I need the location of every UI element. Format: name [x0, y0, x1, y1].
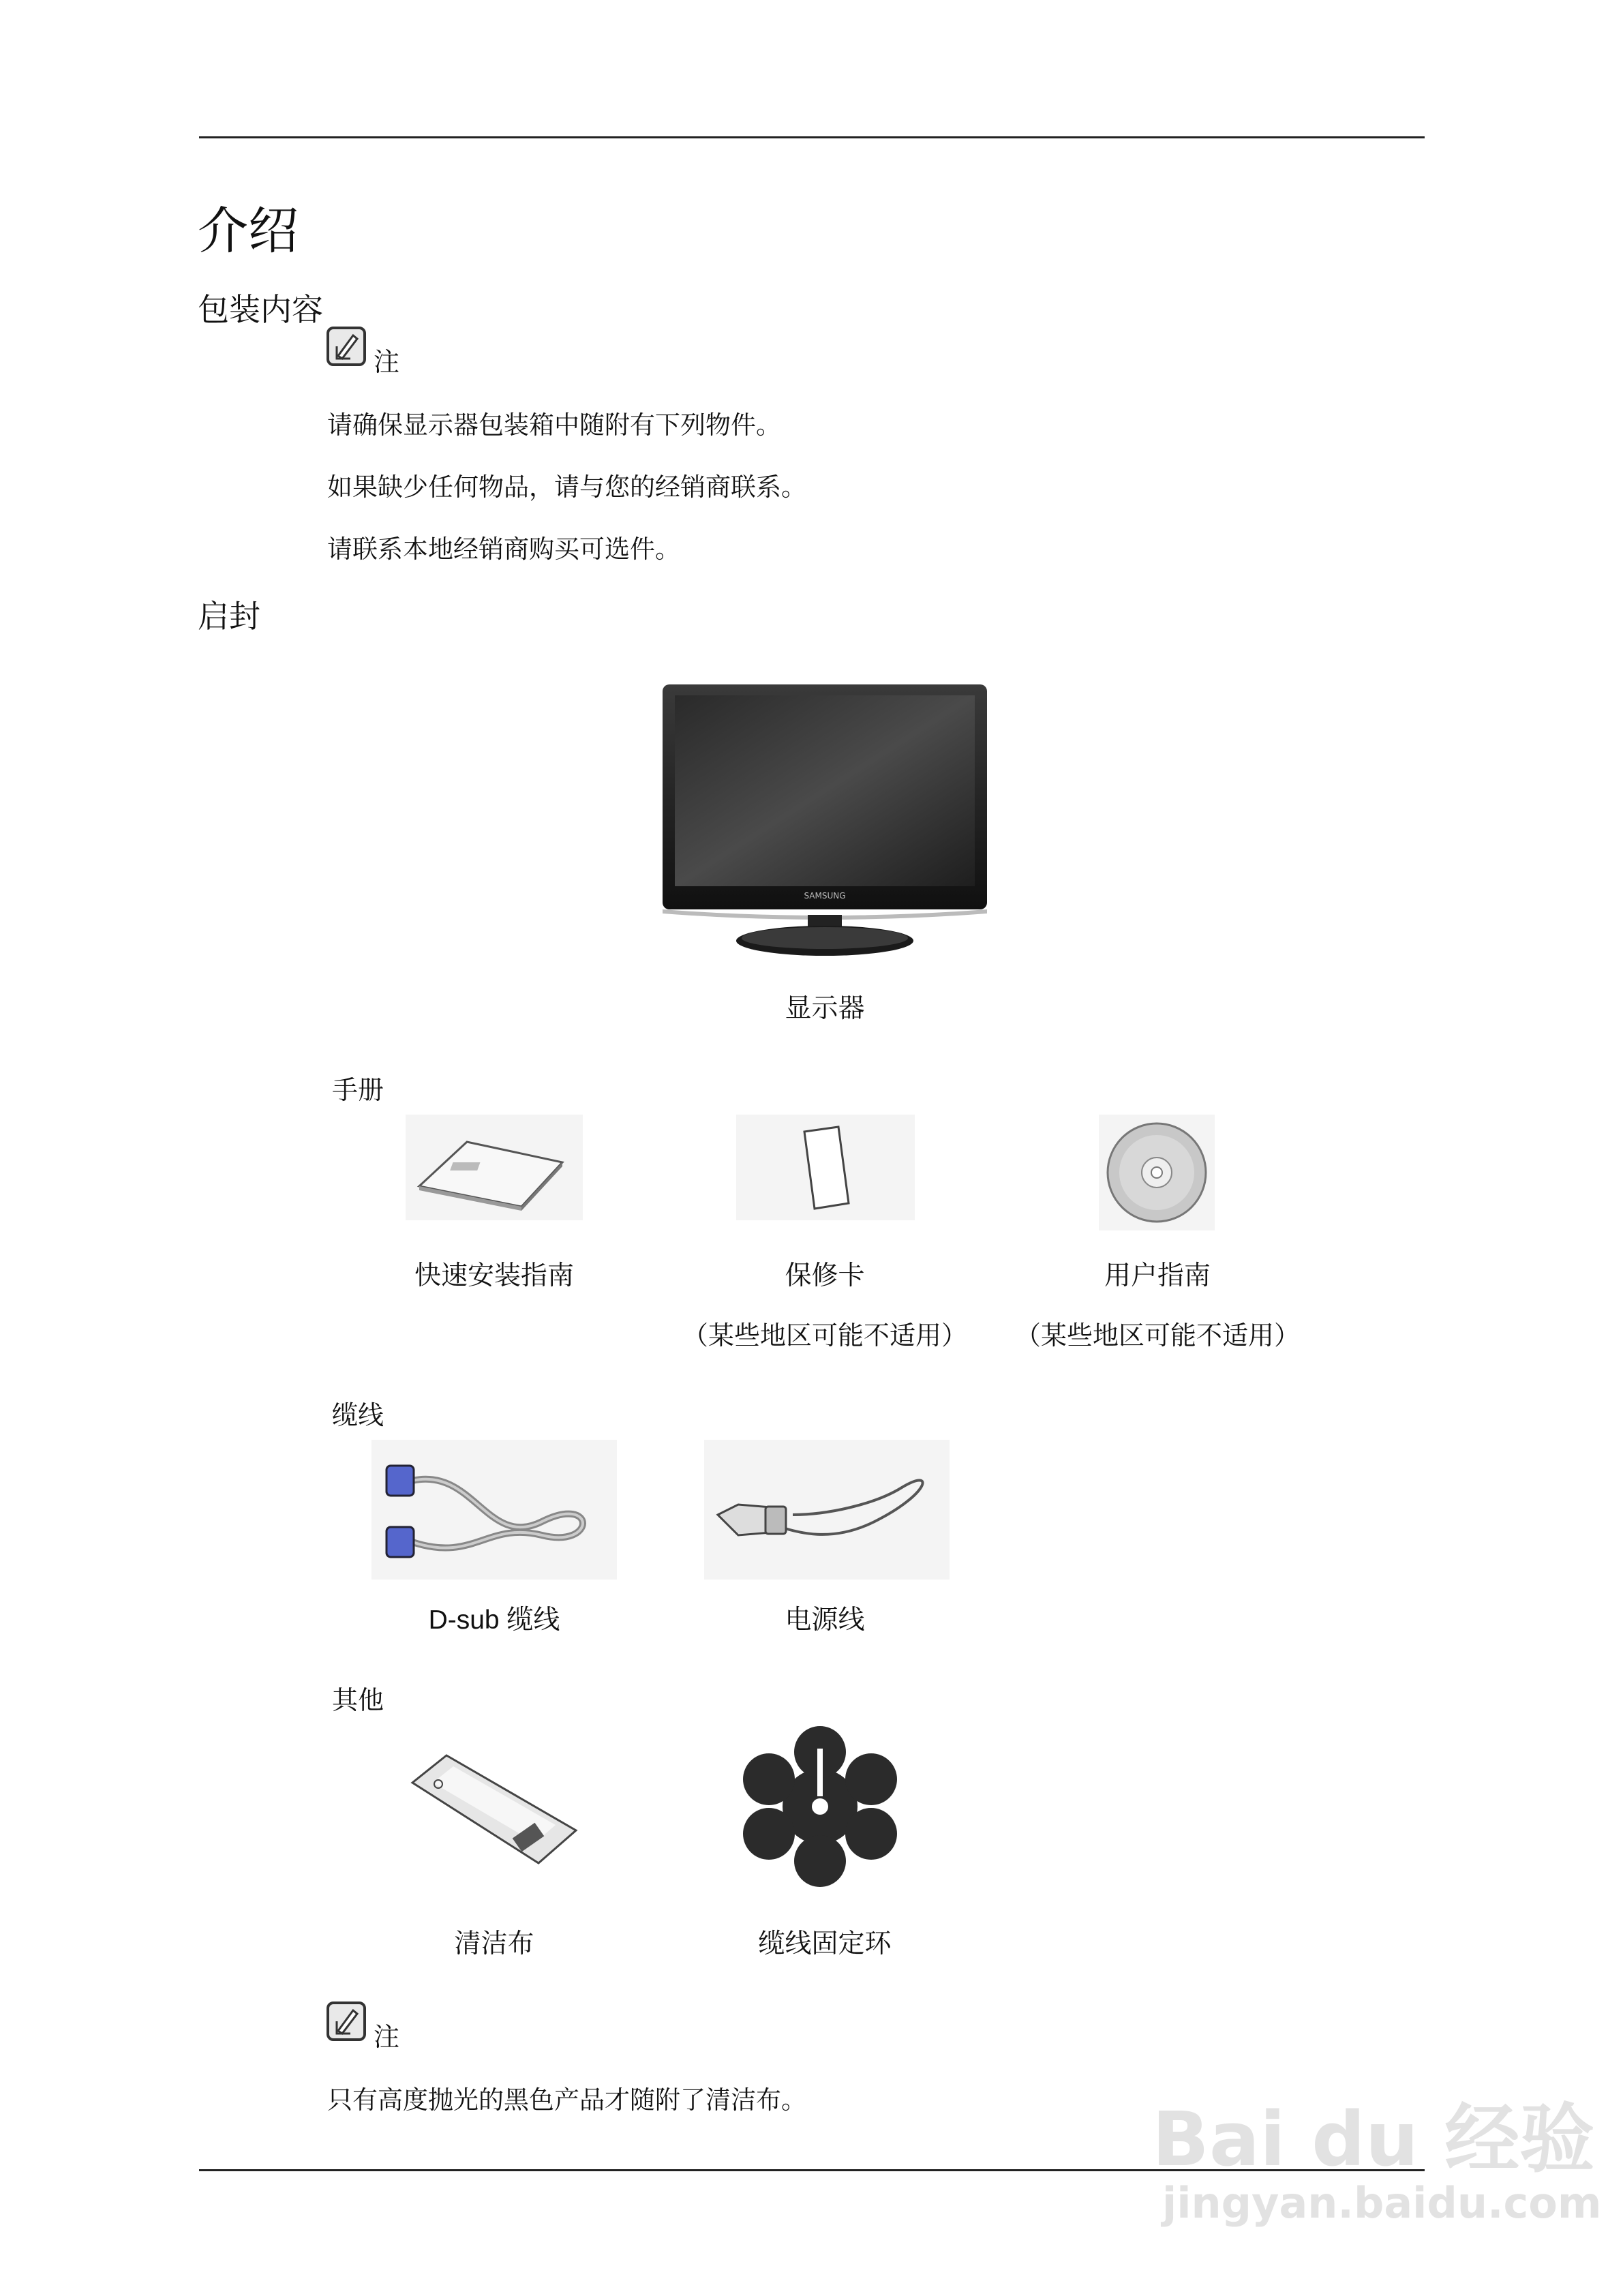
- quick-setup-guide-image: [406, 1115, 583, 1220]
- user-guide-cd-image: [1099, 1115, 1215, 1230]
- note-line-2: 如果缺少任何物品，请与您的经销商联系。: [327, 472, 806, 502]
- warranty-card-image: [736, 1115, 915, 1220]
- dsub-cable-image: [371, 1440, 617, 1580]
- note-label: 注: [374, 347, 400, 377]
- cleaning-cloth-caption: 清洁布: [454, 1929, 534, 1959]
- note-icon-2: [326, 2001, 367, 2042]
- top-divider: [199, 136, 1425, 138]
- monitor-brand: SAMSUNG: [804, 891, 846, 901]
- section-heading-package: 包装内容: [198, 291, 323, 328]
- note-line-1: 请确保显示器包装箱中随附有下列物件。: [327, 410, 781, 440]
- others-heading: 其他: [332, 1685, 384, 1715]
- note-line-3: 请联系本地经销商购买可选件。: [327, 534, 680, 564]
- section-heading-unpack: 启封: [198, 598, 260, 635]
- note2-text: 只有高度抛光的黑色产品才随附了清洁布。: [327, 2085, 806, 2115]
- monitor-image: [654, 682, 995, 961]
- user-guide-note: （某些地区可能不适用）: [1014, 1320, 1300, 1350]
- baidu-watermark-url: jingyan.baidu.com: [1162, 2178, 1602, 2228]
- user-guide-caption: 用户指南: [1104, 1260, 1211, 1291]
- power-cord-image: [704, 1440, 950, 1580]
- note-label-2: 注: [374, 2022, 400, 2052]
- warranty-card-caption: 保修卡: [785, 1260, 865, 1291]
- cable-holding-ring-caption: 缆线固定环: [758, 1929, 892, 1959]
- cable-holding-ring-image: [738, 1721, 902, 1892]
- page-title: 介绍: [198, 202, 299, 260]
- warranty-card-note: （某些地区可能不适用）: [682, 1320, 967, 1350]
- cleaning-cloth-image: [399, 1742, 583, 1878]
- dsub-cable-caption: D-sub 缆线: [428, 1605, 560, 1635]
- baidu-watermark-logo: Bai du 经验: [1152, 2096, 1595, 2183]
- monitor-caption: 显示器: [785, 993, 865, 1024]
- manuals-heading: 手册: [332, 1075, 384, 1105]
- cables-heading: 缆线: [332, 1400, 384, 1430]
- power-cord-caption: 电源线: [785, 1605, 865, 1635]
- note-icon: [326, 326, 367, 367]
- quick-setup-guide-caption: 快速安装指南: [414, 1260, 574, 1291]
